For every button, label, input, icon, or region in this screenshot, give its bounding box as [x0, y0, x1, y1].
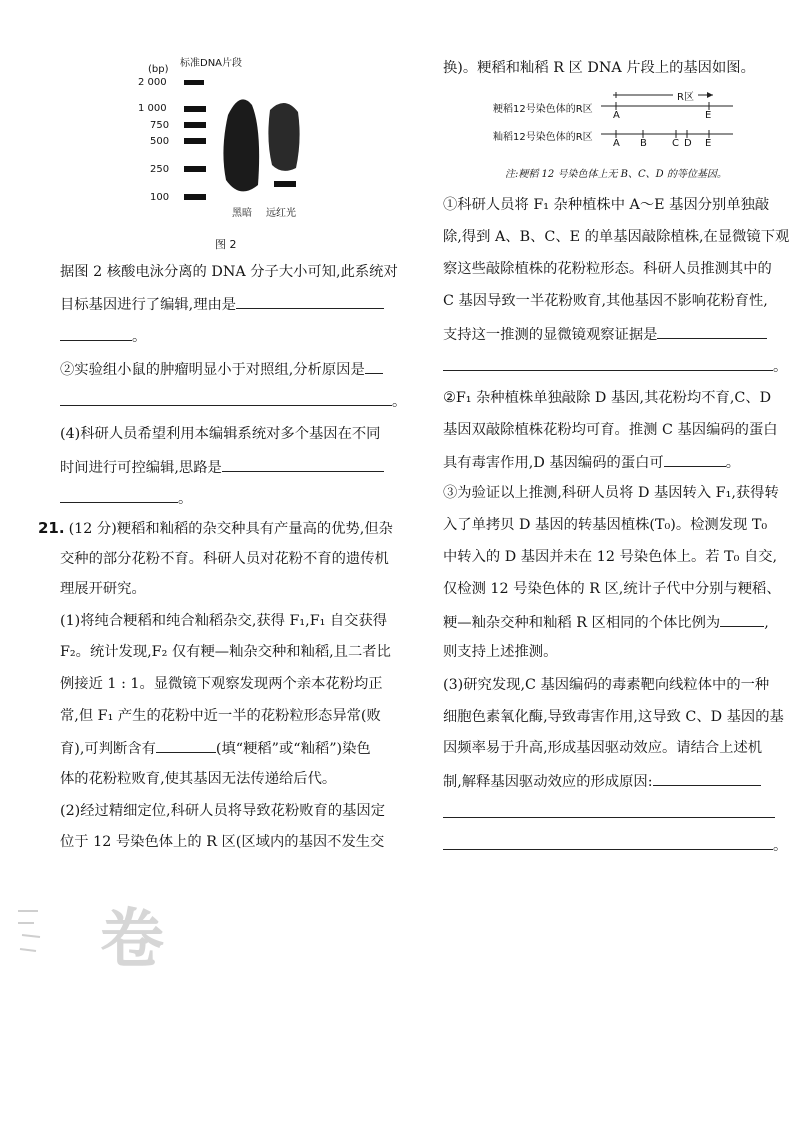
figure-title: 标准DNA片段	[180, 58, 243, 69]
ladder-band-750	[184, 122, 206, 128]
row2-label: 籼稻12号染色体的R区	[493, 132, 593, 143]
question-number: 21.	[38, 519, 65, 537]
text-line: 具有毒害作用,D 基因编码的蛋白可 。	[443, 451, 740, 473]
text-line: 时间进行可控编辑,思路是	[60, 456, 384, 478]
text-line: ②实验组小鼠的肿瘤明显小于对照组,分析原因是	[60, 358, 383, 380]
gene-label: A	[613, 138, 620, 149]
figure-unit: (bp)	[148, 64, 169, 75]
text-line: F₂。统计发现,F₂ 仅有粳—籼杂交种和籼稻,且二者比	[60, 644, 391, 660]
text-line: 因频率易于升高,形成基因驱动效应。请结合上述机	[443, 740, 763, 756]
diagram-note: 注:粳稻 12 号染色体上无 B、C、D 的等位基因。	[505, 169, 727, 180]
text-line: ①科研人员将 F₁ 杂种植株中 A～E 基因分别单独敲	[443, 197, 770, 213]
text-line: 例接近 1 : 1。显微镜下观察发现两个亲本花粉均正	[60, 676, 383, 692]
text-line: (1)将纯合粳稻和纯合籼稻杂交,获得 F₁,F₁ 自交获得	[60, 613, 388, 629]
text-line: 换)。粳稻和籼稻 R 区 DNA 片段上的基因如图。	[443, 60, 755, 76]
text-line: 细胞色素氧化酶,导致毒害作用,这导致 C、D 基因的基	[443, 709, 784, 725]
text-line: 常,但 F₁ 产生的花粉中近一半的花粉粒形态异常(败	[60, 708, 381, 724]
answer-blank[interactable]	[443, 355, 773, 371]
gene-label: D	[684, 138, 692, 149]
text-line: ③为验证以上推测,科研人员将 D 基因转入 F₁,获得转	[443, 485, 779, 501]
answer-blank[interactable]	[443, 802, 775, 818]
watermark-mark	[14, 905, 46, 965]
text-line: 粳—籼杂交种和籼稻 R 区相同的个体比例为 ,	[443, 611, 769, 633]
text-line: 。	[60, 325, 146, 347]
text-line: 。	[443, 355, 787, 377]
ladder-band-100	[184, 194, 206, 200]
text-line: 中转入的 D 基因并未在 12 号染色体上。若 T₀ 自交,	[443, 549, 778, 565]
answer-blank[interactable]	[365, 358, 383, 374]
answer-blank[interactable]	[657, 323, 767, 339]
text-line: 除,得到 A、B、C、E 的单基因敲除植株,在显微镜下观	[443, 229, 790, 245]
text-line: 育),可判断含有 (填“粳稻”或“籼稻”)染色	[60, 737, 371, 759]
ladder-band-500	[184, 138, 206, 144]
answer-blank[interactable]	[720, 611, 764, 627]
question-21-line: 21. (12 分)粳稻和籼稻的杂交种具有产量高的优势,但杂	[38, 519, 393, 537]
gel-image	[140, 50, 320, 210]
text-line: 制,解释基因驱动效应的形成原因:	[443, 770, 761, 792]
text-line: C 基因导致一半花粉败育,其他基因不影响花粉育性,	[443, 293, 768, 309]
ladder-band-2000	[184, 80, 204, 85]
answer-blank[interactable]	[653, 770, 761, 786]
answer-blank[interactable]	[60, 487, 178, 503]
gene-label: E	[705, 110, 712, 121]
answer-blank[interactable]	[156, 737, 216, 753]
ladder-band-1000	[184, 106, 206, 112]
text-line: 交种的部分花粉不育。科研人员对花粉不育的遗传机	[60, 551, 389, 567]
ladder-500: 500	[150, 136, 170, 147]
text-line: 。	[443, 834, 787, 856]
watermark-stamp: 卷	[100, 902, 164, 977]
text-line: 。	[60, 487, 192, 509]
ladder-band-250	[184, 166, 206, 172]
answer-blank[interactable]	[222, 456, 384, 472]
text-line: (2)经过精细定位,科研人员将导致花粉败育的基因定	[60, 803, 386, 819]
text-line: ②F₁ 杂种植株单独敲除 D 基因,其花粉均不育,C、D	[443, 390, 772, 406]
answer-blank[interactable]	[664, 451, 726, 467]
text-line: 理展开研究。	[60, 581, 146, 597]
ladder-2000: 2 000	[138, 77, 167, 88]
lane-dark-smear	[223, 99, 259, 191]
text-line: 则支持上述推测。	[443, 644, 558, 660]
text-line: 察这些敲除植株的花粉粒形态。科研人员推测其中的	[443, 261, 772, 277]
figure-caption: 图 2	[215, 238, 237, 251]
text-line: 目标基因进行了编辑,理由是	[60, 293, 384, 315]
gene-label: B	[640, 138, 647, 149]
text-line: 位于 12 号染色体上的 R 区(区域内的基因不发生交	[60, 834, 385, 850]
figure-2	[138, 50, 320, 251]
arrowhead	[707, 92, 713, 98]
text-line: 。	[60, 390, 406, 412]
text-line: (4)科研人员希望利用本编辑系统对多个基因在不同	[60, 426, 381, 442]
gene-label: A	[613, 110, 620, 121]
answer-blank[interactable]	[236, 293, 384, 309]
lane-label-farred: 远红光	[266, 208, 296, 219]
answer-blank[interactable]	[60, 390, 392, 406]
row1-label: 粳稻12号染色体的R区	[493, 104, 593, 115]
chromosome-lines	[493, 88, 783, 154]
ladder-750: 750	[150, 120, 170, 131]
gene-label: E	[705, 138, 712, 149]
text-line: 据图 2 核酸电泳分离的 DNA 分子大小可知,此系统对	[60, 264, 398, 280]
text-line: 体的花粉粒败育,使其基因无法传递给后代。	[60, 771, 337, 787]
text-line: 仅检测 12 号染色体的 R 区,统计子代中分别与粳稻、	[443, 581, 781, 597]
lane-farred-band	[274, 181, 296, 187]
ladder-100: 100	[150, 192, 170, 203]
gene-label: C	[672, 138, 679, 149]
lane-farred-smear	[268, 103, 299, 171]
answer-blank[interactable]	[443, 834, 773, 850]
text-line: 基因双敲除植株花粉均可育。推测 C 基因编码的蛋白	[443, 422, 778, 438]
ladder-250: 250	[150, 164, 170, 175]
text-line	[443, 802, 775, 824]
answer-blank[interactable]	[60, 325, 132, 341]
text-line: 支持这一推测的显微镜观察证据是	[443, 323, 767, 345]
r-region-label: R区	[677, 92, 694, 103]
lane-label-dark: 黑暗	[232, 208, 252, 219]
text-line: 入了单拷贝 D 基因的转基因植株(T₀)。检测发现 T₀	[443, 517, 768, 533]
ladder-1000: 1 000	[138, 103, 167, 114]
text-line: (3)研究发现,C 基因编码的毒素靶向线粒体中的一种	[443, 677, 770, 693]
